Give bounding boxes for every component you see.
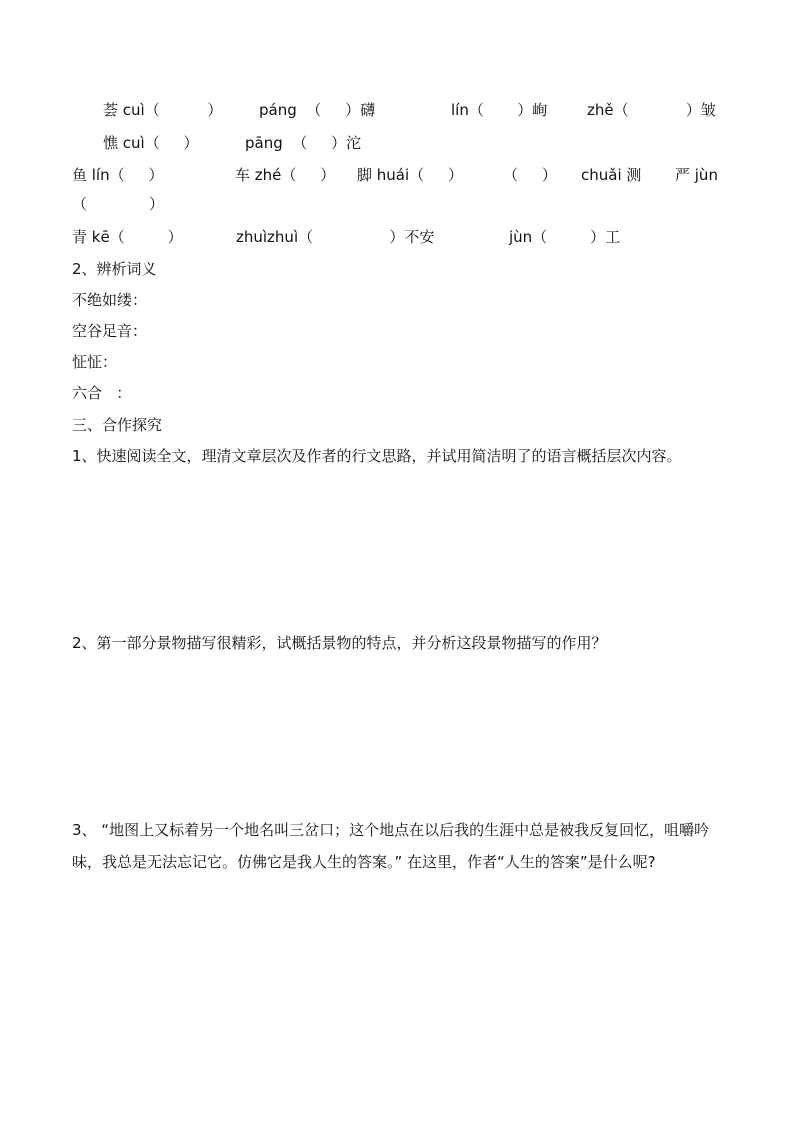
- pinyin-row-1: [0, 98, 716, 122]
- pinyin-item: chuǎi 测: [581, 166, 642, 184]
- pinyin-item: 荟 cuì（ ）: [103, 101, 223, 119]
- word-item: 空谷足音：: [72, 322, 148, 340]
- section-heading: 三、合作探究: [72, 416, 163, 434]
- pinyin-item: 青 kē（ ）: [72, 228, 183, 246]
- pinyin-item: pāng （ ）沱: [245, 134, 362, 152]
- pinyin-row-3: [0, 163, 718, 187]
- pinyin-row-3-continued: [0, 192, 164, 216]
- question-2: 2、第一部分景物描写很精彩，试概括景物的特点，并分析这段景物描写的作用？: [72, 634, 607, 652]
- pinyin-item: 脚 huái（ ）: [357, 166, 463, 184]
- pinyin-item: lín（ ）峋: [451, 101, 548, 119]
- word-item: 不绝如缕：: [72, 291, 148, 309]
- pinyin-item: zhě（ ）皱: [587, 101, 716, 119]
- question-1: 1、快速阅读全文，理清文章层次及作者的行文思路，并试用简洁明了的语言概括层次内容。: [72, 447, 682, 465]
- pinyin-item: （ ）: [503, 166, 557, 184]
- pinyin-item: 憔 cuì（ ）: [103, 134, 199, 152]
- pinyin-item: 车 zhé（ ）: [235, 166, 336, 184]
- pinyin-item: zhuìzhuì（ ）不安: [236, 228, 435, 246]
- pinyin-item: 严 jùn: [675, 166, 718, 184]
- pinyin-row-4: [0, 225, 621, 249]
- pinyin-item: páng （ ）礴: [259, 101, 376, 119]
- pinyin-item: jùn（ ）工: [509, 228, 621, 246]
- pinyin-item: （ ）: [72, 195, 164, 213]
- word-item: 怔怔：: [72, 353, 118, 371]
- word-item: 六合 ：: [72, 384, 132, 402]
- pinyin-row-2: [0, 131, 362, 155]
- section-heading: 2、辨析词义: [72, 260, 157, 278]
- pinyin-item: 鱼 lín（ ）: [72, 166, 164, 184]
- question-3: 3、 “地图上又标着另一个地名叫三岔口；这个地点在以后我的生涯中总是被我反复回忆，咀嚼吟味，我总是无法忘记它。仿佛它是我人生的答案。” 在这里，作者“人生的答案”是什么呢?: [72, 821, 710, 871]
